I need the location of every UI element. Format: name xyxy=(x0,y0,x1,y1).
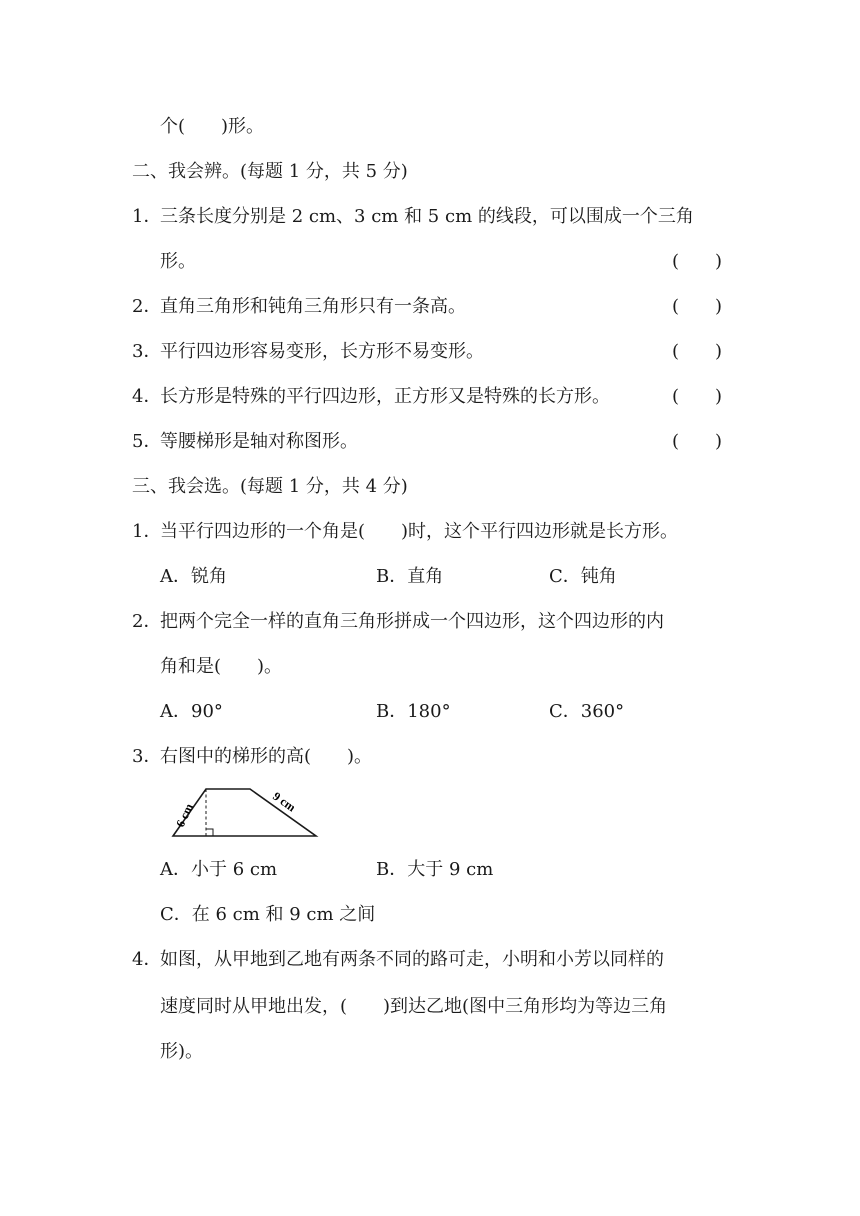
item-number: 4． xyxy=(132,386,162,407)
item-text: 长方形是特殊的平行四边形，正方形又是特殊的长方形。 xyxy=(160,386,610,407)
answer-blank[interactable]: ( ) xyxy=(672,251,723,272)
option-b[interactable]: B．大于 9 cm xyxy=(376,859,494,880)
item-number: 5． xyxy=(132,431,162,452)
option-a[interactable]: A．90° xyxy=(160,701,223,722)
question-text-continued: 角和是( )。 xyxy=(160,656,283,677)
right-side-label: 9 cm xyxy=(270,788,299,815)
question-text: 把两个完全一样的直角三角形拼成一个四边形，这个四边形的内 xyxy=(160,611,664,632)
left-side-label: 6 cm xyxy=(173,801,197,830)
question-number: 2． xyxy=(132,611,162,632)
answer-blank[interactable]: ( ) xyxy=(672,431,723,452)
question-number: 4． xyxy=(132,949,162,970)
option-b[interactable]: B．180° xyxy=(376,701,451,722)
prev-question-continuation: 个( )形。 xyxy=(160,116,265,137)
option-c[interactable]: C．钝角 xyxy=(549,566,617,587)
option-a[interactable]: A．小于 6 cm xyxy=(160,859,278,880)
trapezoid-shape xyxy=(173,789,316,836)
item-number: 1． xyxy=(132,206,162,227)
question-text-continued: 速度同时从甲地出发，( )到达乙地(图中三角形均为等边三角 xyxy=(160,996,668,1017)
section3-heading: 三、我会选。(每题 1 分，共 4 分) xyxy=(132,476,408,497)
section2-heading: 二、我会辨。(每题 1 分，共 5 分) xyxy=(132,161,408,182)
question-number: 1． xyxy=(132,521,162,542)
question-text: 当平行四边形的一个角是( )时，这个平行四边形就是长方形。 xyxy=(160,521,679,542)
answer-blank[interactable]: ( ) xyxy=(672,296,723,317)
item-number: 3． xyxy=(132,341,162,362)
item-text: 直角三角形和钝角三角形只有一条高。 xyxy=(160,296,466,317)
answer-blank[interactable]: ( ) xyxy=(672,386,723,407)
trapezoid-figure xyxy=(160,782,330,846)
question-number: 3． xyxy=(132,746,162,767)
question-text: 如图，从甲地到乙地有两条不同的路可走，小明和小芳以同样的 xyxy=(160,949,664,970)
item-text-continued: 形。 xyxy=(160,251,196,272)
item-text: 平行四边形容易变形，长方形不易变形。 xyxy=(160,341,484,362)
item-number: 2． xyxy=(132,296,162,317)
right-angle-mark xyxy=(206,829,213,836)
item-text: 等腰梯形是轴对称图形。 xyxy=(160,431,358,452)
option-b[interactable]: B．直角 xyxy=(376,566,444,587)
answer-blank[interactable]: ( ) xyxy=(672,341,723,362)
question-text: 右图中的梯形的高( )。 xyxy=(160,746,373,767)
option-c[interactable]: C．在 6 cm 和 9 cm 之间 xyxy=(160,904,376,925)
question-text-continued: 形)。 xyxy=(160,1041,204,1062)
option-c[interactable]: C．360° xyxy=(549,701,625,722)
option-a[interactable]: A．锐角 xyxy=(160,566,227,587)
item-text: 三条长度分别是 2 cm、3 cm 和 5 cm 的线段，可以围成一个三角 xyxy=(160,206,694,227)
